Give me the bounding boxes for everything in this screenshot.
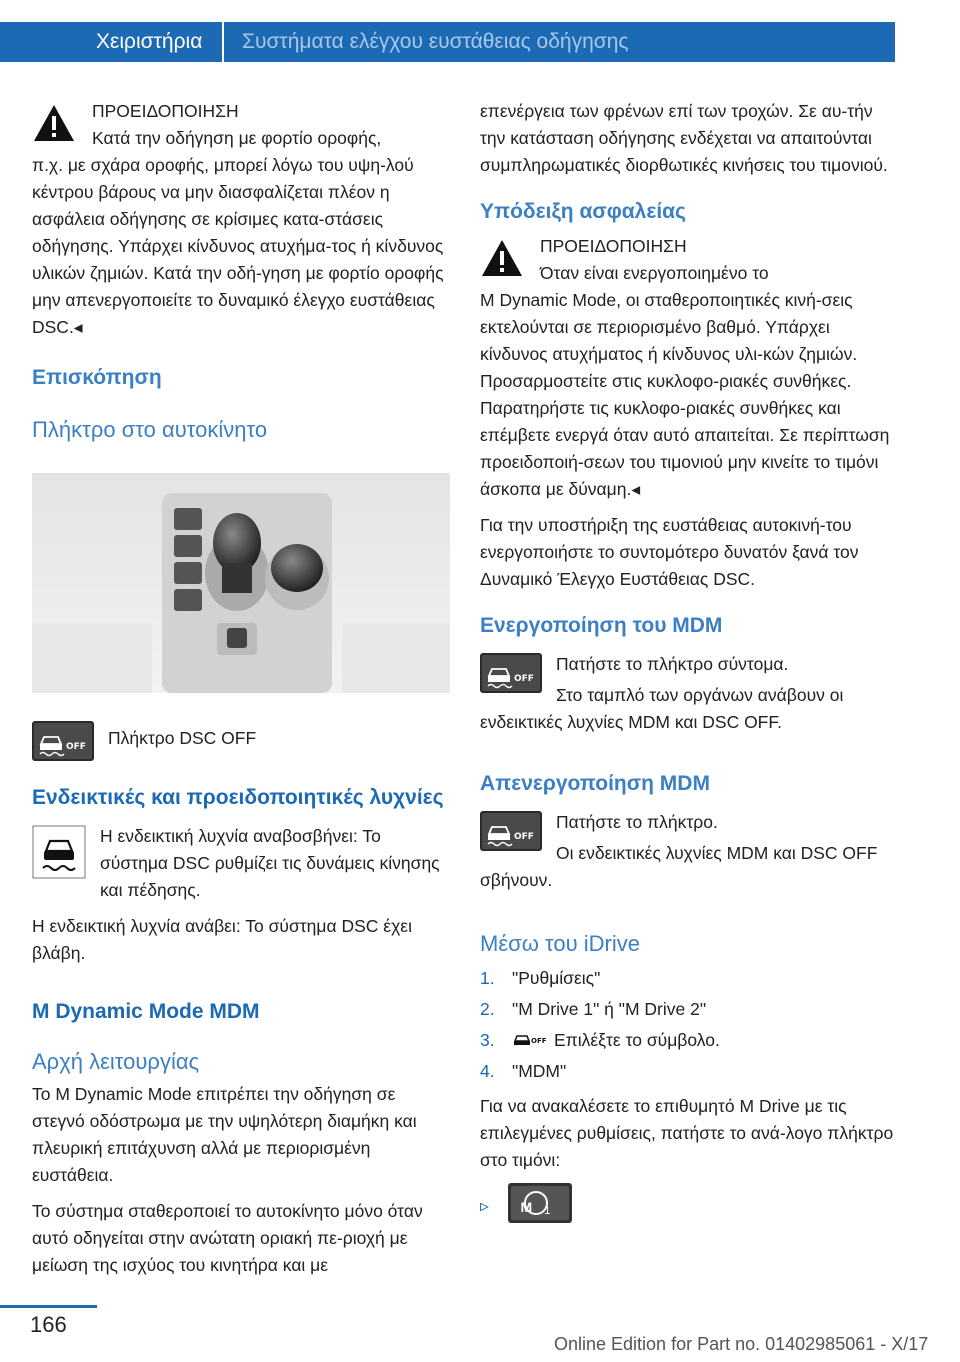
left-column [32,98,450,1288]
footer-edition: Online Edition for Part no. 01402985061 - X/17 [554,1334,929,1354]
idrive-steps [480,965,898,1085]
warning-block [480,233,898,503]
button-heading: Πλήκτρο στο αυτοκίνητο [32,417,268,442]
svg-text:OFF: OFF [514,674,534,684]
warning-first-line: Όταν είναι ενεργοποιημένο το [540,263,769,283]
indicator-lit-text: Η ενδεικτική λυχνία ανάβει: Το σύστημα DSC έχει βλάβη. [32,916,412,963]
warning-text: π.χ. με σχάρα οροφής, μπορεί λόγω του υψη-λού κέντρου βάρους να μην διασφαλίζεται πλέον η ασφάλεια οδήγησης σε κρίσιμες κατα-στάσεις οδήγησης. Υπάρχει κίνδυνος ατυχήμα-τος ή κίνδυνος υλικών ζημιών. Κατά την οδή-γηση με φορτίο οροφής μην απενεργοποιείτε το δυναμικό έλεγχο ευστάθειας DSC.◂ [32,155,444,337]
warning-text: M Dynamic Mode, οι σταθεροποιητικές κινή-σεις εκτελούνται σε περιορισμένο βαθμό. Υπάρχει κίνδυνος ατυχήματος ή κίνδυνος υλι-κών ζημιών. Προσαρμοστείτε στις κυκλοφο-ριακές συνθήκες. Παρατηρήστε τις κυκλοφο-ριακές συνθήκες και επέμβετε ενεργά όταν αυτό απαιτείται. Σε περίπτωση προειδοποιή-σεων του τιμονιού μην κινείτε το τιμόνι άσκοπα με δύναμη.◂ [480,290,890,499]
mdm-heading: M Dynamic Mode MDM [32,1000,260,1023]
list-item: 4. "MDM" [480,1061,567,1081]
recall-text: Για να ανακαλέσετε το επιθυμητό M Drive με τις επιλεγμένες ρυθμίσεις, πατήστε το ανά-λογο πλήκτρο στο τιμόνι: [480,1096,894,1170]
m1-steering-button [508,1183,572,1231]
warning-first-line: Κατά την οδήγηση με φορτίο οροφής, [92,128,382,148]
dsc-button-row [32,719,450,765]
svg-text:OFF: OFF [531,1037,546,1045]
m1-button-icon [508,1183,572,1223]
indicators-heading: Ενδεικτικές και προειδοποιητικές λυχνίες [32,786,444,809]
activate-row [480,651,898,745]
activate-step-2: Στο ταμπλό των οργάνων ανάβουν οι ενδεικτικές λυχνίες MDM και DSC OFF. [480,685,844,732]
dsc-off-button-icon [32,721,94,761]
tab-section-title[interactable]: Συστήματα ελέγχου ευστάθειας οδήγησης [242,30,629,53]
dsc-indicator-light-icon [32,825,86,879]
footer-rule [0,1305,97,1308]
dsc-off-button-icon [480,653,542,693]
center-console-photo [32,473,450,693]
list-item: 1. "Ρυθμίσεις" [480,968,601,988]
continuation-text: επενέργεια των φρένων επί των τροχών. Σε αυ-τήν την κατάσταση οδήγησης ενδέχεται να απαιτούνται συμπληρωματικές διορθωτικές κινήσεις του τιμονιού. [480,101,888,175]
m1-sub: 1 [544,1204,551,1217]
idrive-heading: Μέσω του iDrive [480,931,640,956]
warning-label: ΠΡΟΕΙΔΟΠΟΙΗΣΗ [540,236,687,256]
warning-triangle-icon [480,237,524,279]
support-text: Για την υποστήριξη της ευστάθειας αυτοκινή-του ενεργοποιήστε το συντομότερο δυνατόν ξανά τον Δυναμικό Έλεγχο Ευστάθειας DSC. [480,515,859,589]
svg-text:OFF: OFF [514,832,534,842]
activate-heading: Ενεργοποίηση του MDM [480,614,723,637]
deactivate-row [480,809,898,903]
m1-row [480,1183,898,1231]
svg-text:OFF: OFF [66,742,86,752]
page-number: 166 [30,1312,67,1337]
right-column [480,98,898,1231]
bullet-marker: ▹ [480,1195,489,1216]
indicator-row [32,823,450,913]
list-item: 2. "M Drive 1" ή "M Drive 2" [480,999,707,1019]
dsc-button-caption: Πλήκτρο DSC OFF [108,728,257,748]
principle-text-1: Το M Dynamic Mode επιτρέπει την οδήγηση σε στεγνό οδόστρωμα με την υψηλότερη διαμήκη και πλευρική επιτάχυνση αλλά με περιορισμένη ευστάθεια. [32,1084,417,1185]
overview-heading: Επισκόπηση [32,366,162,389]
activate-step-1: Πατήστε το πλήκτρο σύντομα. [556,654,789,674]
dsc-off-button-icon [480,811,542,851]
tab-controls[interactable]: Χειριστήρια [0,22,222,62]
m1-label: M [520,1198,533,1215]
indicator-flash-text: Η ενδεικτική λυχνία αναβοσβήνει: Το σύστημα DSC ρυθμίζει τις δυνάμεις κίνησης και πέδησης. [100,826,440,900]
principle-heading: Αρχή λειτουργίας [32,1049,200,1074]
list-item: 3. OFF Επιλέξτε το σύμβολο. [480,1030,720,1050]
warning-label: ΠΡΟΕΙΔΟΠΟΙΗΣΗ [92,101,239,121]
dsc-off-symbol-icon [512,1031,546,1049]
deactivate-heading: Απενεργοποίηση MDM [480,772,710,795]
deactivate-step-1: Πατήστε το πλήκτρο. [556,812,718,832]
warning-triangle-icon [32,102,76,144]
warning-block [32,98,450,341]
safety-heading: Υπόδειξη ασφαλείας [480,200,686,223]
principle-text-2: Το σύστημα σταθεροποιεί το αυτοκίνητο μόνο όταν αυτό οδηγείται στην ανώτατη οριακή πε-ριοχή με μείωση της ισχύος του κινητήρα και με [32,1201,423,1275]
deactivate-step-2: Οι ενδεικτικές λυχνίες MDM και DSC OFF σβήνουν. [480,843,878,890]
